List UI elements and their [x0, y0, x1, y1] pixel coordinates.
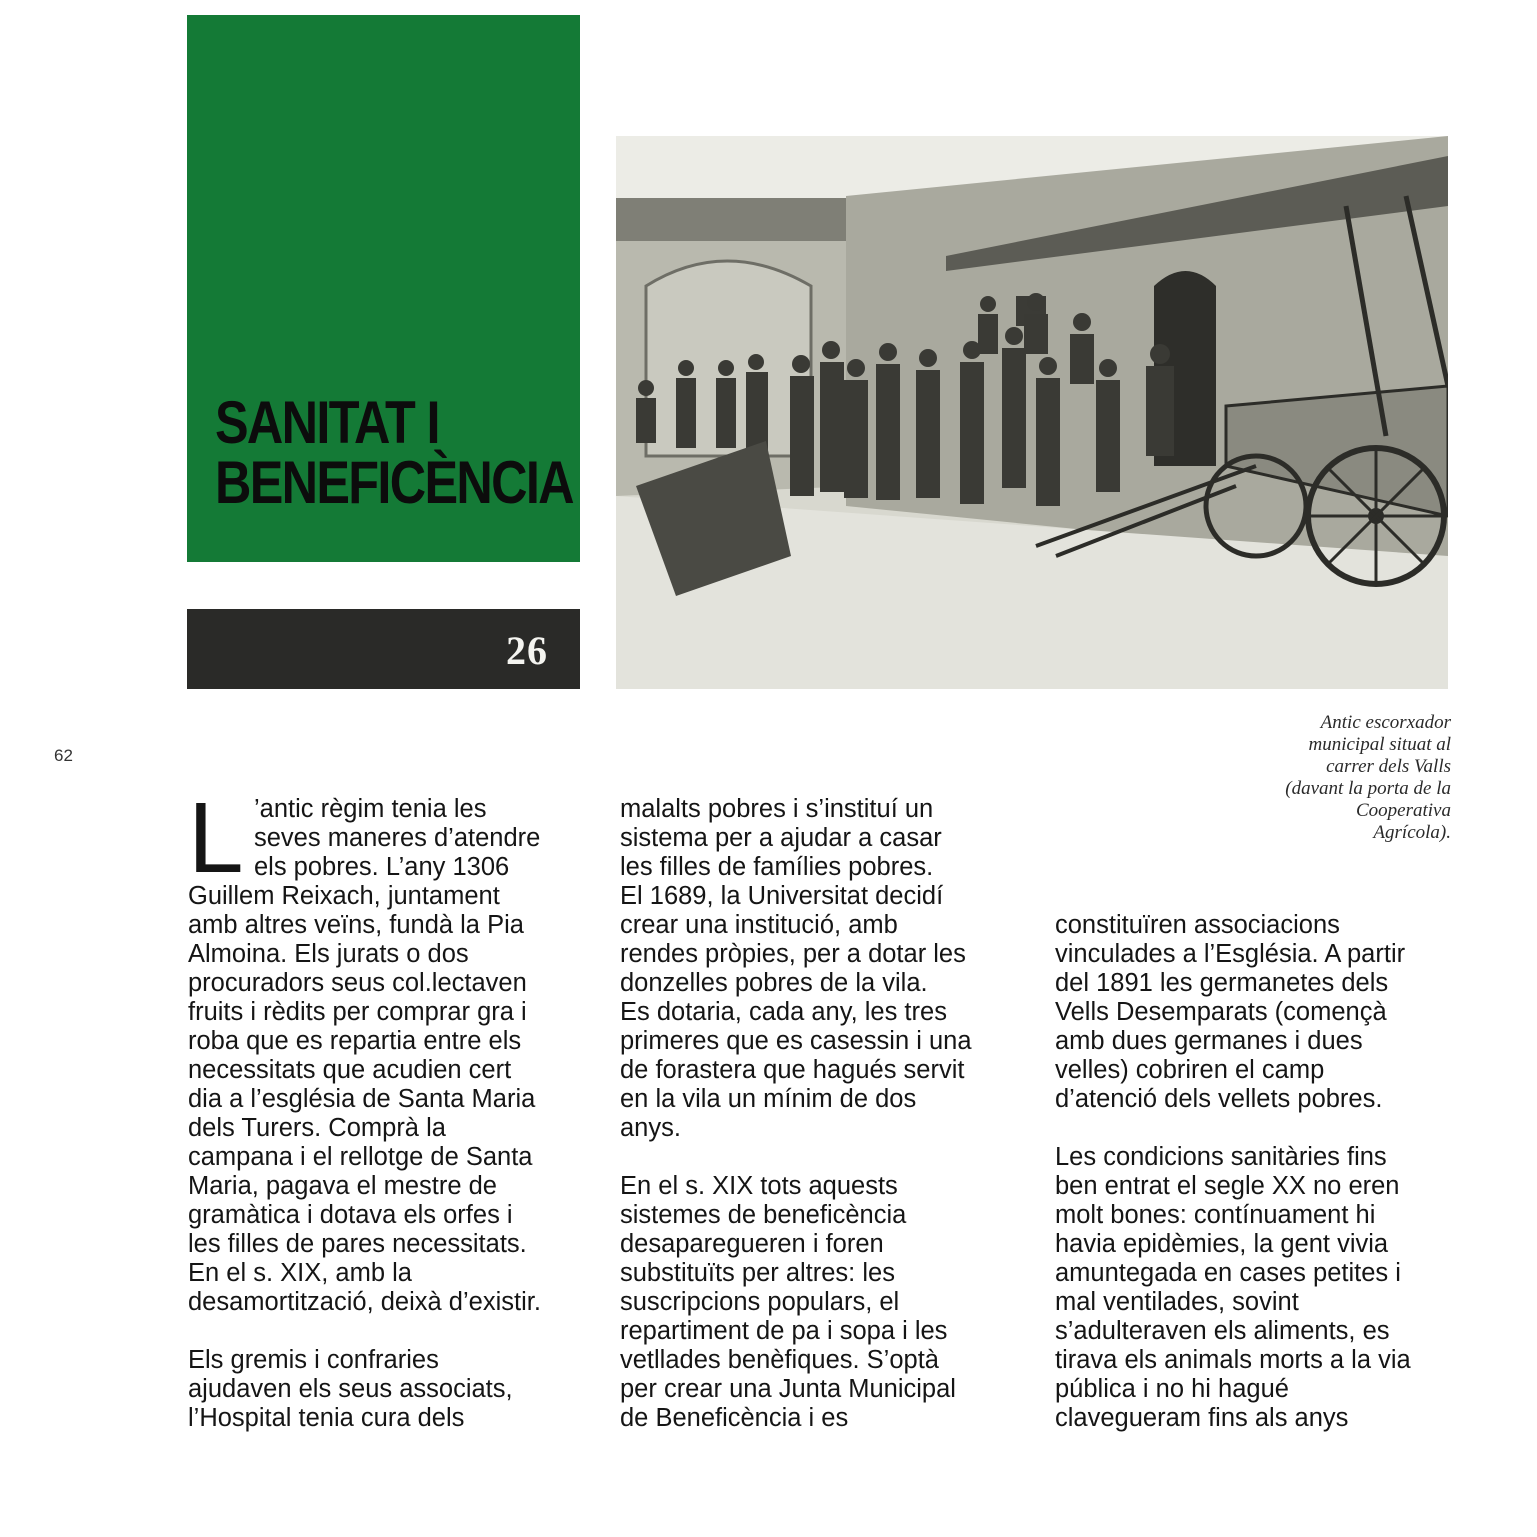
text-line: fruits i rèdits per comprar gra i — [188, 998, 527, 1026]
text-line: El 1689, la Universitat decidí — [620, 882, 944, 910]
text-line: Les condicions sanitàries fins — [1055, 1143, 1387, 1171]
slaughterhouse-photo-illustration — [616, 136, 1448, 689]
text-line: ’antic règim tenia les — [254, 795, 487, 823]
article-column-1 — [188, 782, 541, 1433]
text-line: primeres que es casessin i una — [620, 1027, 972, 1055]
text-line: vetllades benèfiques. S’optà — [620, 1346, 939, 1374]
text-line: desamortització, deixà d’existir. — [188, 1288, 541, 1316]
text-line: amuntegada en cases petites i — [1055, 1259, 1401, 1287]
chapter-number-bar — [187, 609, 580, 689]
text-line: Guillem Reixach, juntament — [188, 882, 500, 910]
caption-line: municipal situat al — [1308, 734, 1451, 755]
text-line: necessitats que acudien cert — [188, 1056, 512, 1084]
chapter-title-line-2: BENEFICÈNCIA — [215, 449, 573, 516]
text-line: repartiment de pa i sopa i les — [620, 1317, 948, 1345]
paragraph — [1055, 1143, 1411, 1433]
text-line: els pobres. L’any 1306 — [254, 853, 510, 881]
text-line: suscripcions populars, el — [620, 1288, 900, 1316]
text-line: les filles de famílies pobres. — [620, 853, 934, 881]
article-column-2 — [620, 795, 972, 1433]
paragraph — [1055, 911, 1411, 1114]
text-line: tirava els animals morts a la via — [1055, 1346, 1411, 1374]
text-line: anys. — [620, 1114, 681, 1142]
text-line: havia epidèmies, la gent vivia — [1055, 1230, 1389, 1258]
text-line: les filles de pares necessitats. — [188, 1230, 527, 1258]
text-line: seves maneres d’atendre — [254, 824, 541, 852]
caption-line: Cooperativa — [1356, 800, 1451, 821]
text-line: Es dotaria, cada any, les tres — [620, 998, 947, 1026]
text-line: pública i no hi hagué — [1055, 1375, 1289, 1403]
historical-photo — [616, 136, 1448, 689]
caption-line: Antic escorxador — [1320, 712, 1451, 733]
text-line: sistema per a ajudar a casar — [620, 824, 942, 852]
chapter-title-block — [187, 15, 580, 562]
article-column-3 — [1055, 911, 1411, 1433]
text-line: dels Turers. Comprà la — [188, 1114, 446, 1142]
text-line: donzelles pobres de la vila. — [620, 969, 928, 997]
drop-cap — [188, 782, 244, 894]
text-line: dia a l’església de Santa Maria — [188, 1085, 536, 1113]
chapter-number: 26 — [506, 628, 548, 673]
caption-line: Agrícola). — [1373, 822, 1451, 843]
text-line: Els gremis i confraries — [188, 1346, 439, 1374]
text-line: ajudaven els seus associats, — [188, 1375, 513, 1403]
text-line: amb altres veïns, fundà la Pia — [188, 911, 524, 939]
text-line: l’Hospital tenia cura dels — [188, 1404, 465, 1432]
text-line: En el s. XIX tots aquests — [620, 1172, 898, 1200]
text-line: procuradors seus col.lectaven — [188, 969, 527, 997]
text-line: amb dues germanes i dues — [1055, 1027, 1363, 1055]
text-line: campana i el rellotge de Santa — [188, 1143, 533, 1171]
caption-line: (davant la porta de la — [1285, 778, 1451, 799]
text-line: crear una institució, amb — [620, 911, 898, 939]
text-line: del 1891 les germanetes dels — [1055, 969, 1389, 997]
text-line: desaparegueren i foren — [620, 1230, 884, 1258]
text-line: Almoina. Els jurats o dos — [188, 940, 469, 968]
photo-caption — [1170, 712, 1451, 844]
text-line: Maria, pagava el mestre de — [188, 1172, 497, 1200]
text-line: malalts pobres i s’instituí un — [620, 795, 934, 823]
drop-cap-letter: L — [188, 782, 244, 894]
text-line: mal ventilades, sovint — [1055, 1288, 1299, 1316]
text-line: per crear una Junta Municipal — [620, 1375, 956, 1403]
text-line: constituïren associacions — [1055, 911, 1340, 939]
paragraph — [620, 1172, 972, 1433]
text-line: s’adulteraven els aliments, es — [1055, 1317, 1390, 1345]
text-line: d’atenció dels vellets pobres. — [1055, 1085, 1383, 1113]
text-line: substituïts per altres: les — [620, 1259, 895, 1287]
paragraph — [188, 782, 541, 1317]
text-line: de Beneficència i es — [620, 1404, 849, 1432]
paragraph — [188, 1346, 541, 1433]
text-line: sistemes de beneficència — [620, 1201, 907, 1229]
text-line: velles) cobriren el camp — [1055, 1056, 1325, 1084]
text-line: ben entrat el segle XX no eren — [1055, 1172, 1400, 1200]
text-line: de forastera que hagués servit — [620, 1056, 965, 1084]
text-line: gramàtica i dotava els orfes i — [188, 1201, 513, 1229]
chapter-title-line-1: SANITAT I — [215, 389, 439, 456]
text-line: en la vila un mínim de dos — [620, 1085, 917, 1113]
text-line: rendes pròpies, per a dotar les — [620, 940, 966, 968]
text-line: vinculades a l’Església. A partir — [1055, 940, 1406, 968]
page-number: 62 — [54, 746, 73, 765]
text-line: molt bones: contínuament hi — [1055, 1201, 1376, 1229]
caption-line: carrer dels Valls — [1326, 756, 1451, 777]
text-line: En el s. XIX, amb la — [188, 1259, 412, 1287]
chapter-title — [215, 389, 573, 516]
text-line: Vells Desemparats (començà — [1055, 998, 1387, 1026]
text-line: roba que es repartia entre els — [188, 1027, 522, 1055]
text-line: clavegueram fins als anys — [1055, 1404, 1349, 1432]
paragraph — [620, 795, 972, 1143]
